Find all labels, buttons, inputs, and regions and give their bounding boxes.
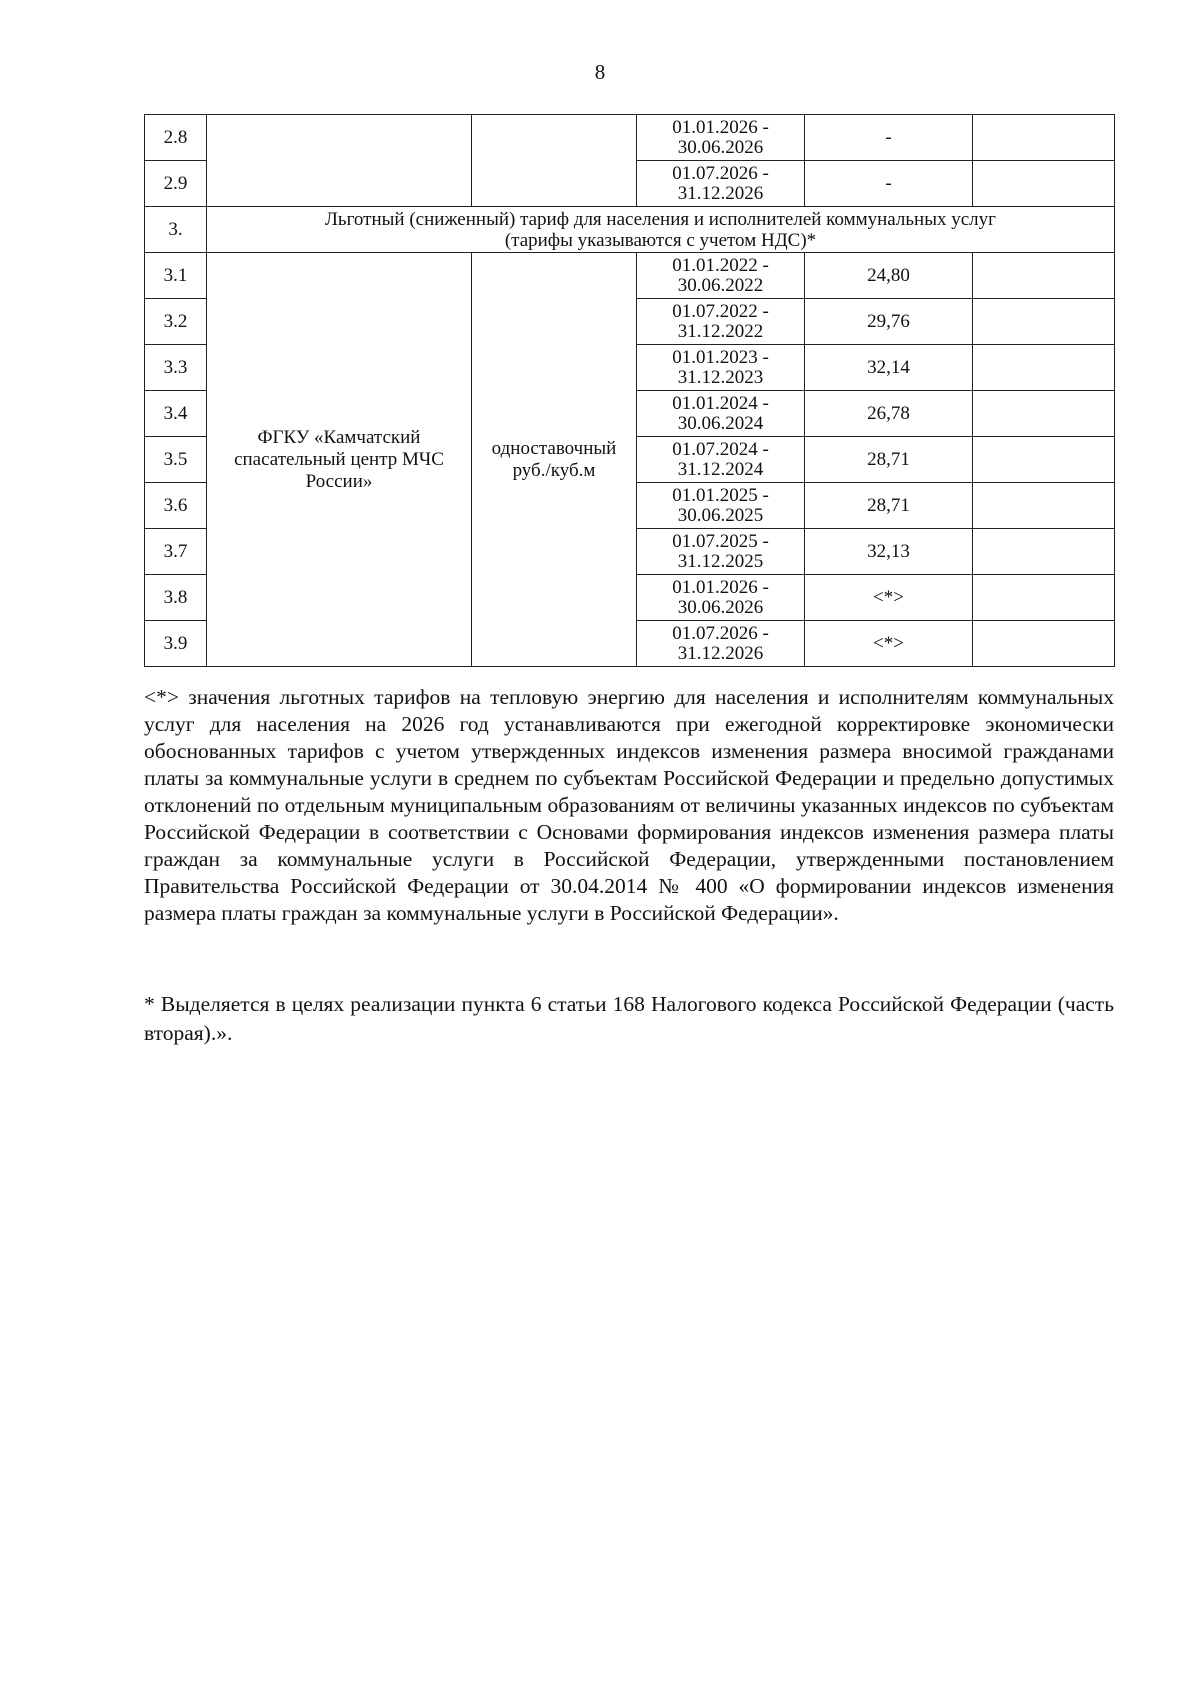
period-cell: 01.01.2022 - 30.06.2022 [637,253,805,299]
extra-cell [973,161,1115,207]
extra-cell [973,299,1115,345]
period-cell: 01.07.2026 - 31.12.2026 [637,161,805,207]
extra-cell [973,529,1115,575]
row-number: 3.2 [145,299,207,345]
tariff-value: 28,71 [805,483,973,529]
period-cell: 01.01.2023 - 31.12.2023 [637,345,805,391]
period-cell: 01.07.2022 - 31.12.2022 [637,299,805,345]
tariff-value: 24,80 [805,253,973,299]
tariff-value: 26,78 [805,391,973,437]
tariff-value: 28,71 [805,437,973,483]
period-cell: 01.07.2024 - 31.12.2024 [637,437,805,483]
table-row [145,115,1115,161]
section-title: Льготный (сниженный) тариф для населения и исполнителей коммунальных услуг (тарифы указываются с учетом НДС)* [207,207,1115,253]
section-number: 3. [145,207,207,253]
period-cell: 01.01.2025 - 30.06.2025 [637,483,805,529]
row-number: 3.4 [145,391,207,437]
extra-cell [973,345,1115,391]
footnote-asterisk: * Выделяется в целях реализации пункта 6 статьи 168 Налогового кодекса Российской Федерации (часть вторая).». [144,992,1114,1045]
organization-cell: ФГКУ «Камчатский спасательный центр МЧС России» [207,253,472,667]
page-number: 8 [594,60,606,84]
tariff-type-cell: одноставочный руб./куб.м [472,253,637,667]
footnote-bracket-asterisk: <*> значения льготных тарифов на тепловую энергию для населения и исполнителям коммунальных услуг для населения на 2026 год устанавливаются при ежегодной корректировке экономически обоснованных тарифов с учетом утвержденных индексов изменения размера вносимой гражданами платы за коммунальные услуги в среднем по субъектам Российской Федерации и предельно допустимых отклонений по отдельным муниципальным образованиям от величины указанных индексов по субъектам Российской Федерации в соответствии с Основами формирования индексов изменения размера платы граждан за коммунальные услуги в Российской Федерации, утвержденными постановлением Правительства Российской Федерации от 30.04.2014 № 400 «О формировании индексов изменения размера платы граждан за коммунальные услуги в Российской Федерации». [144,685,1114,925]
row-number: 2.9 [145,161,207,207]
row-number: 2.8 [145,115,207,161]
tariff-table [144,114,1115,667]
row-number: 3.6 [145,483,207,529]
period-cell: 01.07.2026 - 31.12.2026 [637,621,805,667]
tariff-value: 29,76 [805,299,973,345]
table-row [145,253,1115,299]
tariff-value: <*> [805,621,973,667]
extra-cell [973,253,1115,299]
row-number: 3.7 [145,529,207,575]
row-number: 3.3 [145,345,207,391]
tariff-value: 32,14 [805,345,973,391]
period-cell: 01.01.2024 - 30.06.2024 [637,391,805,437]
extra-cell [973,115,1115,161]
period-cell: 01.01.2026 - 30.06.2026 [637,575,805,621]
extra-cell [973,621,1115,667]
extra-cell [973,391,1115,437]
row-number: 3.5 [145,437,207,483]
extra-cell [973,575,1115,621]
row-number: 3.8 [145,575,207,621]
period-cell: 01.01.2026 - 30.06.2026 [637,115,805,161]
tariff-value: <*> [805,575,973,621]
period-cell: 01.07.2025 - 31.12.2025 [637,529,805,575]
extra-cell [973,483,1115,529]
extra-cell [973,437,1115,483]
tariff-value: - [805,161,973,207]
row-number: 3.9 [145,621,207,667]
organization-cell [207,115,472,207]
row-number: 3.1 [145,253,207,299]
tariff-value: 32,13 [805,529,973,575]
tariff-value: - [805,115,973,161]
section-header-row [145,207,1115,253]
tariff-type-cell [472,115,637,207]
